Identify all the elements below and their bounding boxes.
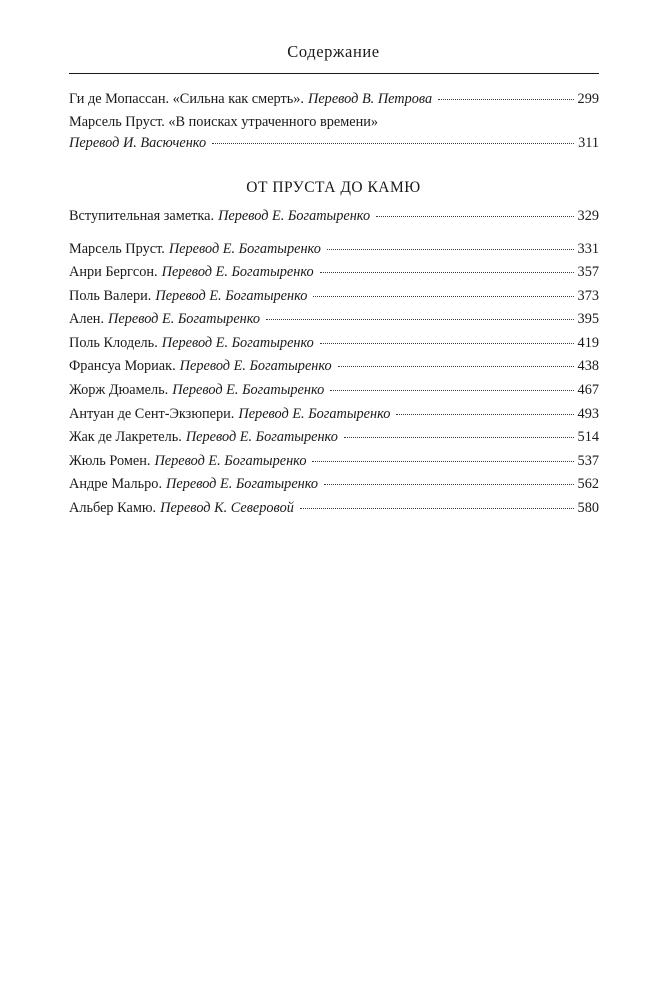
toc-entry-translator: Перевод И. Васюченко [69, 135, 207, 151]
dot-leader [320, 343, 574, 344]
dot-leader [344, 437, 574, 438]
toc-entry-translator: Перевод Е. Богатыренко [166, 476, 319, 492]
toc-entry-translator: Перевод Е. Богатыренко [179, 358, 332, 374]
toc-entry-author: Жорж Дюамель. [69, 382, 169, 398]
toc-entry-translator: Перевод Е. Богатыренко [218, 208, 371, 224]
dot-leader [324, 484, 573, 485]
toc-entry-page: 493 [577, 406, 599, 422]
toc-entry-page: 299 [577, 91, 599, 107]
toc-entry-page: 514 [577, 429, 599, 445]
dot-leader [212, 143, 574, 144]
section-title: ОТ ПРУСТА ДО КАМЮ [246, 179, 421, 196]
toc-entry-author: Жюль Ромен. [69, 453, 151, 469]
toc-entry-translator: Перевод Е. Богатыренко [154, 453, 307, 469]
dot-leader [320, 272, 574, 273]
toc-entry-translator: Перевод Е. Богатыренко [238, 406, 391, 422]
toc-entry-maupassant [69, 89, 599, 109]
toc-entry-page: 395 [577, 311, 599, 327]
toc-entry-page: 467 [577, 382, 599, 398]
dot-leader [396, 414, 573, 415]
toc-entry-translator: Перевод Е. Богатыренко [168, 241, 321, 257]
toc-entry-author: Альбер Камю. [69, 500, 157, 516]
toc-entry-translator: Перевод Е. Богатыренко [161, 264, 314, 280]
toc-entry-page: 373 [577, 288, 599, 304]
toc-entry-translator: Перевод Е. Богатыренко [185, 429, 338, 445]
dot-leader [300, 508, 574, 509]
toc-entry-translator: Перевод Е. Богатыренко [161, 335, 314, 351]
toc-entry-translator: Перевод К. Северовой [160, 500, 294, 516]
dot-leader [438, 99, 573, 100]
toc-entry-translator: Перевод В. Петрова [308, 91, 433, 107]
toc-entry-page: 537 [577, 453, 599, 469]
toc-entry [69, 239, 599, 259]
toc-entry [69, 474, 599, 494]
toc-entry [69, 333, 599, 353]
dot-leader [313, 296, 573, 297]
dot-leader [312, 461, 573, 462]
dot-leader [266, 319, 573, 320]
toc-entry [69, 427, 599, 447]
toc-entry-author: Франсуа Мориак. [69, 358, 176, 374]
toc-entry-translator: Перевод Е. Богатыренко [108, 311, 261, 327]
toc-entry-page: 562 [577, 476, 599, 492]
toc-entry-author: Жак де Лакретель. [69, 429, 182, 445]
page-header-title: Содержание [287, 42, 380, 61]
toc-entry-page: 311 [578, 135, 599, 151]
toc-entry-author: Марсель Пруст. «В поисках утраченного времени» [69, 114, 379, 130]
toc-entry [69, 404, 599, 424]
toc-entry-page: 419 [577, 335, 599, 351]
toc-entry [69, 451, 599, 471]
toc-entry-author: Поль Валери. [69, 288, 152, 304]
toc-entry [69, 286, 599, 306]
toc-entry-page: 438 [577, 358, 599, 374]
toc-entry-page: 329 [577, 208, 599, 224]
toc-entry-author: Марсель Пруст. [69, 241, 165, 257]
toc-entry-translator: Перевод Е. Богатыренко [155, 288, 308, 304]
dot-leader [376, 216, 573, 217]
dot-leader [338, 366, 574, 367]
toc-entry [69, 380, 599, 400]
toc-entry-author: Анри Бергсон. [69, 264, 158, 280]
toc-entry-author: Андре Мальро. [69, 476, 163, 492]
toc-entry [69, 356, 599, 376]
toc-entry-author: Поль Клодель. [69, 335, 158, 351]
toc-entry-author: Ги де Мопассан. «Сильна как смерть». [69, 91, 304, 107]
toc-entry-page: 580 [577, 500, 599, 516]
toc-entry-author: Вступительная заметка. [69, 208, 215, 224]
toc-entry-author: Антуан де Сент-Экзюпери. [69, 406, 235, 422]
header-divider [69, 73, 599, 74]
dot-leader [327, 249, 574, 250]
toc-entry-author: Ален. [69, 311, 105, 327]
toc-entry-page: 331 [577, 241, 599, 257]
toc-entry-page: 357 [577, 264, 599, 280]
toc-entry [69, 498, 599, 518]
toc-entry-translator: Перевод Е. Богатыренко [172, 382, 325, 398]
toc-entry [69, 309, 599, 329]
toc-entry [69, 262, 599, 282]
dot-leader [330, 390, 573, 391]
toc-entry-proust-novel [69, 133, 599, 153]
toc-entry-intro [69, 206, 599, 226]
